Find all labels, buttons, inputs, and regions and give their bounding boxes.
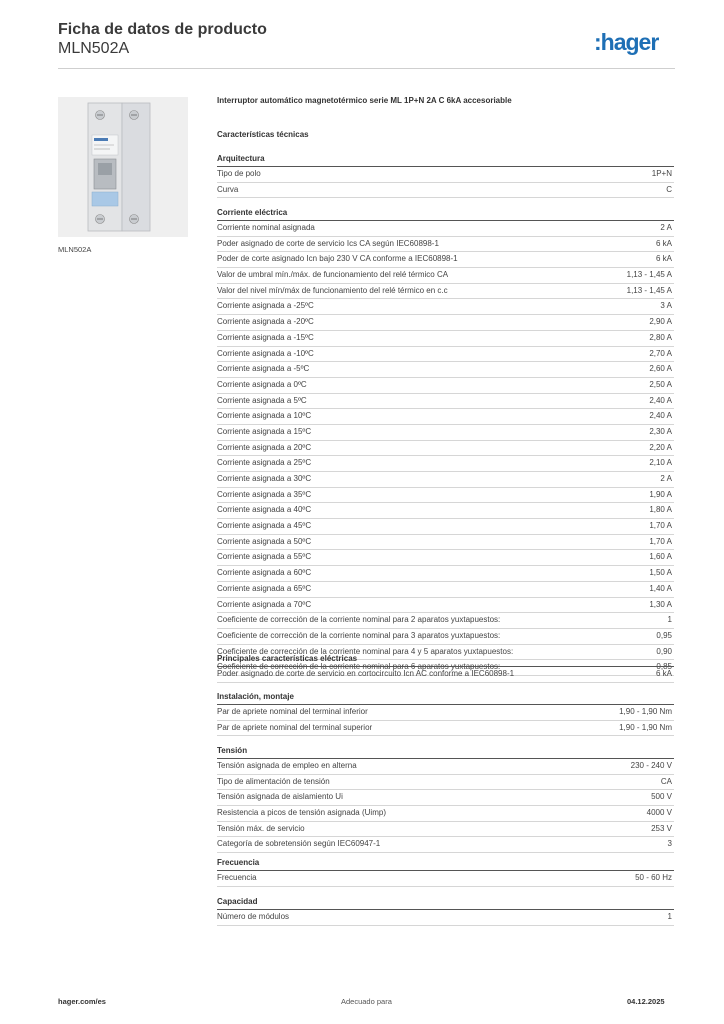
spec-row <box>217 871 674 887</box>
spec-row <box>217 550 674 566</box>
spec-row <box>217 252 674 268</box>
spec-row <box>217 667 674 683</box>
spec-value: 1,90 - 1,90 Nm <box>619 722 672 732</box>
spec-value: 2,40 A <box>649 395 672 405</box>
spec-value: 1P+N <box>651 169 672 178</box>
spec-value: 1,13 - 1,45 A <box>626 270 672 280</box>
spec-label: Corriente asignada a 45ºC <box>217 521 312 531</box>
spec-section <box>217 652 674 683</box>
spec-row <box>217 721 674 737</box>
spec-value: 1,60 A <box>649 552 672 562</box>
spec-value: 2,90 A <box>649 317 672 327</box>
spec-value: 0,95 <box>656 630 672 640</box>
product-image <box>58 97 188 237</box>
spec-label: Corriente asignada a 5ºC <box>217 395 307 405</box>
spec-row <box>217 268 674 284</box>
spec-row <box>217 331 674 347</box>
spec-row <box>217 394 674 410</box>
spec-row <box>217 775 674 791</box>
spec-row <box>217 315 674 331</box>
spec-value: 2,50 A <box>649 379 672 389</box>
image-caption: MLN502A <box>58 245 92 254</box>
spec-label: Número de módulos <box>217 912 290 921</box>
spec-label: Tipo de polo <box>217 169 261 178</box>
spec-value: 1,50 A <box>649 568 672 578</box>
spec-value: 3 A <box>660 301 672 311</box>
section-title: Instalación, montaje <box>217 690 674 705</box>
spec-label: Par de apriete nominal del terminal inferior <box>217 707 368 716</box>
hager-logo-text: :hager <box>594 30 659 55</box>
spec-label: Corriente asignada a 55ºC <box>217 552 312 562</box>
spec-label: Resistencia a picos de tensión asignada (Uimp) <box>217 808 386 818</box>
spec-value: 1 <box>667 912 672 921</box>
spec-row <box>217 362 674 378</box>
spec-label: Corriente asignada a -20ºC <box>217 317 314 327</box>
spec-row <box>217 167 674 183</box>
spec-value: 1 <box>667 615 672 625</box>
spec-value: 1,13 - 1,45 A <box>626 285 672 295</box>
spec-label: Corriente asignada a 10ºC <box>217 411 312 421</box>
breaker-illustration <box>58 97 188 237</box>
spec-value: 1,90 - 1,90 Nm <box>619 707 672 716</box>
spec-row <box>217 910 674 926</box>
spec-row <box>217 425 674 441</box>
spec-label: Corriente asignada a 30ºC <box>217 474 312 483</box>
technical-characteristics-heading: Características técnicas <box>217 130 309 139</box>
spec-section <box>217 152 674 198</box>
spec-row <box>217 503 674 519</box>
spec-label: Valor del nivel mín/máx de funcionamiento del relé térmico en c.c <box>217 285 448 295</box>
spec-label: Tipo de alimentación de tensión <box>217 776 330 786</box>
footer-website[interactable]: hager.com/es <box>58 997 106 1006</box>
spec-value: 1,40 A <box>649 583 672 593</box>
spec-label: Coeficiente de corrección de la corriente nominal para 2 aparatos yuxtapuestos: <box>217 615 501 625</box>
spec-row <box>217 613 674 629</box>
spec-value: 1,70 A <box>649 521 672 531</box>
spec-label: Corriente asignada a 0ºC <box>217 379 307 389</box>
spec-row <box>217 221 674 237</box>
spec-label: Tensión asignada de aislamiento Ui <box>217 792 343 802</box>
spec-row <box>217 441 674 457</box>
spec-label: Curva <box>217 184 239 194</box>
spec-row <box>217 409 674 425</box>
spec-value: 4000 V <box>646 808 672 818</box>
spec-value: 0,90 <box>656 646 672 656</box>
spec-value: 50 - 60 Hz <box>635 873 672 882</box>
spec-row <box>217 806 674 822</box>
spec-row <box>217 566 674 582</box>
spec-label: Corriente asignada a -10ºC <box>217 348 314 358</box>
spec-value: 1,90 A <box>649 489 672 499</box>
spec-value: 2,20 A <box>649 442 672 452</box>
spec-label: Coeficiente de corrección de la corriente nominal para 6 aparatos yuxtapuestos: <box>217 662 501 672</box>
spec-value: 253 V <box>651 823 672 833</box>
spec-value: 2,10 A <box>649 458 672 468</box>
spec-label: Corriente asignada a -25ºC <box>217 301 314 311</box>
spec-row <box>217 837 674 853</box>
footer-note: Adecuado para <box>341 997 392 1006</box>
spec-section <box>217 895 674 926</box>
spec-value: 1,80 A <box>649 505 672 515</box>
spec-label: Frecuencia <box>217 873 257 882</box>
spec-row <box>217 299 674 315</box>
spec-row <box>217 598 674 614</box>
spec-section <box>217 744 674 853</box>
spec-row <box>217 535 674 551</box>
spec-row <box>217 582 674 598</box>
spec-label: Par de apriete nominal del terminal superior <box>217 722 373 732</box>
spec-label: Corriente asignada a 50ºC <box>217 536 312 546</box>
spec-value: 6 kA <box>655 238 672 248</box>
spec-value: 3 <box>667 839 672 849</box>
spec-label: Tensión máx. de servicio <box>217 823 305 833</box>
spec-row <box>217 347 674 363</box>
spec-value: CA <box>660 776 672 786</box>
spec-value: 6 kA <box>655 669 672 678</box>
section-title: Corriente eléctrica <box>217 206 674 221</box>
product-reference: MLN502A <box>58 40 130 57</box>
spec-row <box>217 519 674 535</box>
spec-value: 2,30 A <box>649 426 672 436</box>
spec-row <box>217 456 674 472</box>
header-divider <box>58 68 675 69</box>
spec-value: 230 - 240 V <box>630 761 672 770</box>
spec-section <box>217 690 674 736</box>
spec-label: Corriente asignada a 25ºC <box>217 458 312 468</box>
spec-label: Corriente asignada a 65ºC <box>217 583 312 593</box>
spec-label: Poder de corte asignado Icn bajo 230 V CA conforme a IEC60898-1 <box>217 254 458 264</box>
spec-label: Corriente asignada a 20ºC <box>217 442 312 452</box>
spec-label: Categoría de sobretensión según IEC60947-1 <box>217 839 381 849</box>
spec-value: 500 V <box>651 792 672 802</box>
spec-row <box>217 488 674 504</box>
spec-value: 2,40 A <box>649 411 672 421</box>
spec-label: Tensión asignada de empleo en alterna <box>217 761 357 770</box>
spec-row <box>217 629 674 645</box>
spec-value: 1,30 A <box>649 599 672 609</box>
product-description: Interruptor automático magnetotérmico serie ML 1P+N 2A C 6kA accesoriable <box>217 96 512 105</box>
spec-section <box>217 856 674 887</box>
spec-label: Corriente asignada a 70ºC <box>217 599 312 609</box>
spec-label: Corriente asignada a -5ºC <box>217 364 310 374</box>
spec-label: Corriente asignada a -15ºC <box>217 332 314 342</box>
spec-label: Corriente asignada a 35ºC <box>217 489 312 499</box>
spec-label: Coeficiente de corrección de la corriente nominal para 4 y 5 aparatos yuxtapuestos: <box>217 646 514 656</box>
spec-row <box>217 759 674 775</box>
spec-row <box>217 284 674 300</box>
spec-value: 2,60 A <box>649 364 672 374</box>
spec-row <box>217 237 674 253</box>
spec-label: Corriente asignada a 40ºC <box>217 505 312 515</box>
spec-value: 2,70 A <box>649 348 672 358</box>
spec-row <box>217 790 674 806</box>
spec-label: Corriente asignada a 60ºC <box>217 568 312 578</box>
section-title: Capacidad <box>217 895 674 910</box>
spec-value: 1,70 A <box>649 536 672 546</box>
spec-value: 0,85 <box>656 662 672 672</box>
section-title: Frecuencia <box>217 856 674 871</box>
spec-value: 2 A <box>660 474 672 483</box>
spec-row <box>217 378 674 394</box>
spec-row <box>217 705 674 721</box>
spec-label: Poder asignado de corte de servicio en cortocircuito Icn AC conforme a IEC60898-1 <box>217 669 515 678</box>
spec-label: Valor de umbral mín./máx. de funcionamiento del relé térmico CA <box>217 270 449 280</box>
spec-row <box>217 822 674 838</box>
spec-label: Corriente asignada a 15ºC <box>217 426 312 436</box>
spec-section <box>217 206 674 676</box>
spec-value: C <box>666 184 672 194</box>
spec-row <box>217 183 674 199</box>
section-title: Principales características eléctricas <box>217 652 674 667</box>
spec-row <box>217 472 674 488</box>
section-title: Arquitectura <box>217 152 674 167</box>
spec-label: Coeficiente de corrección de la corriente nominal para 3 aparatos yuxtapuestos: <box>217 630 501 640</box>
spec-value: 2 A <box>660 223 672 232</box>
footer-date: 04.12.2025 <box>627 997 665 1006</box>
spec-label: Poder asignado de corte de servicio Ics CA según IEC60898-1 <box>217 238 439 248</box>
section-title: Tensión <box>217 744 674 759</box>
spec-value: 2,80 A <box>649 332 672 342</box>
hager-logo <box>594 30 674 56</box>
page-title: Ficha de datos de producto <box>58 21 267 38</box>
spec-value: 6 kA <box>655 254 672 264</box>
spec-label: Corriente nominal asignada <box>217 223 315 232</box>
